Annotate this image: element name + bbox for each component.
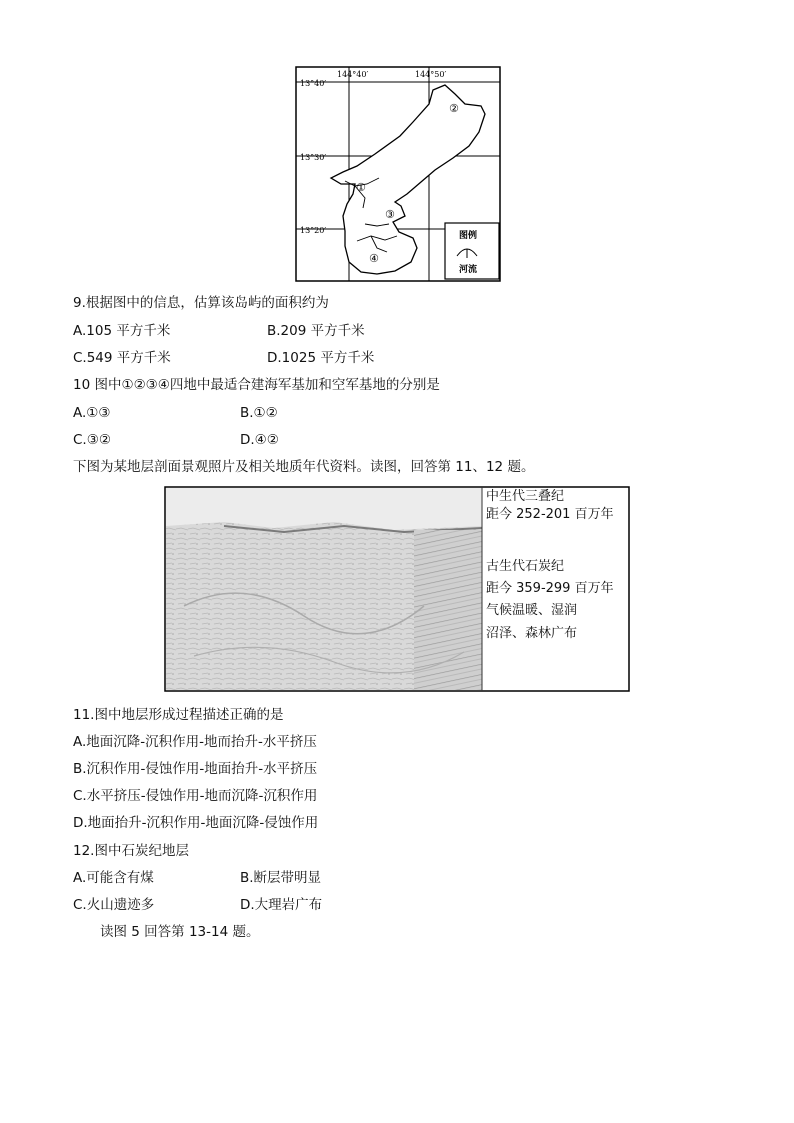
question-12-stem: 12.图中石炭纪地层 [73, 843, 189, 859]
legend-title: 图例 [459, 231, 478, 241]
q10-option-c: C.③② [73, 432, 111, 448]
island-map [295, 66, 501, 282]
q11-option-b: B.沉积作用-侵蚀作用-地面抬升-水平挤压 [73, 761, 318, 777]
lat-label: 13°40′ [300, 79, 327, 88]
site-marker-4: ④ [369, 252, 379, 265]
q12-option-d: D.大理岩广布 [240, 897, 323, 913]
q12-option-b: B.断层带明显 [240, 870, 322, 886]
lon-label: 144°50′ [415, 70, 447, 79]
upper-age: 距今 252-201 百万年 [486, 507, 614, 522]
q11-option-d: D.地面抬升-沉积作用-地面沉降-侵蚀作用 [73, 815, 319, 831]
strata-intro: 下图为某地层剖面景观照片及相关地质年代资料。读图，回答第 11、12 题。 [73, 459, 535, 475]
question-9-stem: 9.根据图中的信息，估算该岛屿的面积约为 [73, 295, 329, 311]
q10-option-a: A.①③ [73, 405, 111, 421]
q9-option-a: A.105 平方千米 [73, 323, 171, 339]
q9-option-b: B.209 平方千米 [267, 323, 365, 339]
q10-option-d: D.④② [240, 432, 279, 448]
legend-river-label: 河流 [459, 265, 478, 275]
lon-label: 144°40′ [337, 70, 369, 79]
lower-age: 距今 359-299 百万年 [486, 581, 614, 596]
lat-label: 13°30′ [300, 153, 327, 162]
site-marker-2: ② [449, 102, 459, 115]
q11-option-c: C.水平挤压-侵蚀作用-地而沉降-沉积作用 [73, 788, 318, 804]
q9-option-c: C.549 平方千米 [73, 350, 171, 366]
tilted-strata [414, 530, 482, 690]
lower-environment: 沼泽、森林广布 [486, 626, 578, 641]
site-marker-1: ① [356, 181, 366, 194]
q10-option-b: B.①② [240, 405, 278, 421]
lat-label: 13°20′ [300, 226, 327, 235]
lower-climate: 气候温暖、湿润 [486, 603, 578, 618]
question-11-stem: 11.图中地层形成过程描述正确的是 [73, 707, 284, 723]
q11-option-a: A.地面沉降-沉积作用-地而抬升-水平挤压 [73, 734, 317, 750]
q12-option-a: A.可能含有煤 [73, 870, 154, 886]
site-marker-3: ③ [385, 208, 395, 221]
q9-option-d: D.1025 平方千米 [267, 350, 375, 366]
q12-option-c: C.火山遗迹多 [73, 897, 155, 913]
next-figure-note: 读图 5 回答第 13-14 题。 [100, 924, 260, 940]
strata-photo-figure [164, 486, 630, 692]
lower-period: 古生代石炭纪 [486, 559, 565, 574]
question-10-stem: 10 图中①②③④四地中最适合建海军基加和空军基地的分别是 [73, 377, 440, 393]
upper-period: 中生代三叠纪 [486, 489, 565, 504]
